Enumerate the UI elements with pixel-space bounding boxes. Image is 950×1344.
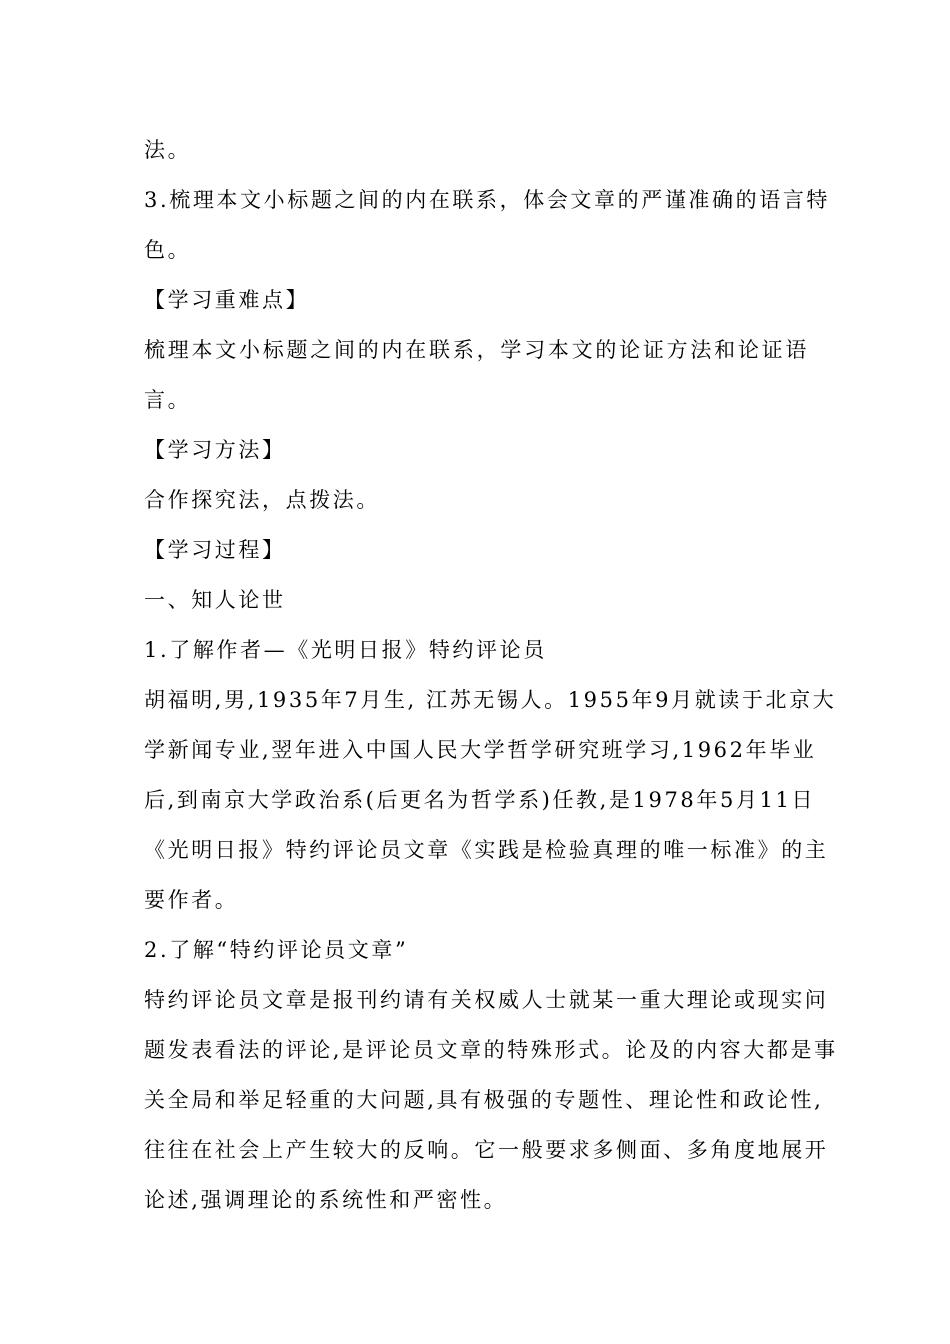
text-line: 特约评论员文章是报刊约请有关权威人士就某一重大理论或现实问: [144, 988, 829, 1012]
text-line: 合作探究法，点拨法。: [144, 488, 380, 512]
section-heading: 【学习过程】: [144, 538, 286, 562]
subsection-heading: 一、知人论世: [144, 588, 286, 612]
text-line: 学新闻专业,翌年进入中国人民大学哲学研究班学习,1962年毕业: [144, 738, 817, 762]
text-line: 往往在社会上产生较大的反响。它一般要求多侧面、多角度地展开: [144, 1138, 829, 1162]
text-line: 1.了解作者—《光明日报》特约评论员: [144, 638, 547, 662]
text-line: 关全局和举足轻重的大问题,具有极强的专题性、理论性和政论性,: [144, 1088, 824, 1112]
text-line: 后,到南京大学政治系(后更名为哲学系)任教,是1978年5月11日: [144, 788, 816, 812]
text-line: 《光明日报》特约评论员文章《实践是检验真理的唯一标准》的主: [144, 838, 829, 862]
section-heading: 【学习重难点】: [144, 288, 310, 312]
section-heading: 【学习方法】: [144, 438, 286, 462]
text-line: 题发表看法的评论,是评论员文章的特殊形式。论及的内容大都是事: [144, 1038, 838, 1062]
text-line: 2.了解“特约评论员文章”: [144, 938, 409, 962]
text-line: 梳理本文小标题之间的内在联系，学习本文的论证方法和论证语: [144, 338, 809, 362]
text-line: 言。: [144, 388, 192, 412]
text-line: 色。: [144, 238, 192, 262]
text-line: 法。: [144, 138, 192, 162]
text-line: 论述,强调理论的系统性和严密性。: [144, 1188, 508, 1212]
text-line: 要作者。: [144, 888, 239, 912]
text-line: 胡福明,男,1935年7月生, 江苏无锡人。1955年9月就读于北京大: [144, 688, 837, 712]
text-line: 3.梳理本文小标题之间的内在联系，体会文章的严谨准确的语言特: [144, 188, 831, 212]
